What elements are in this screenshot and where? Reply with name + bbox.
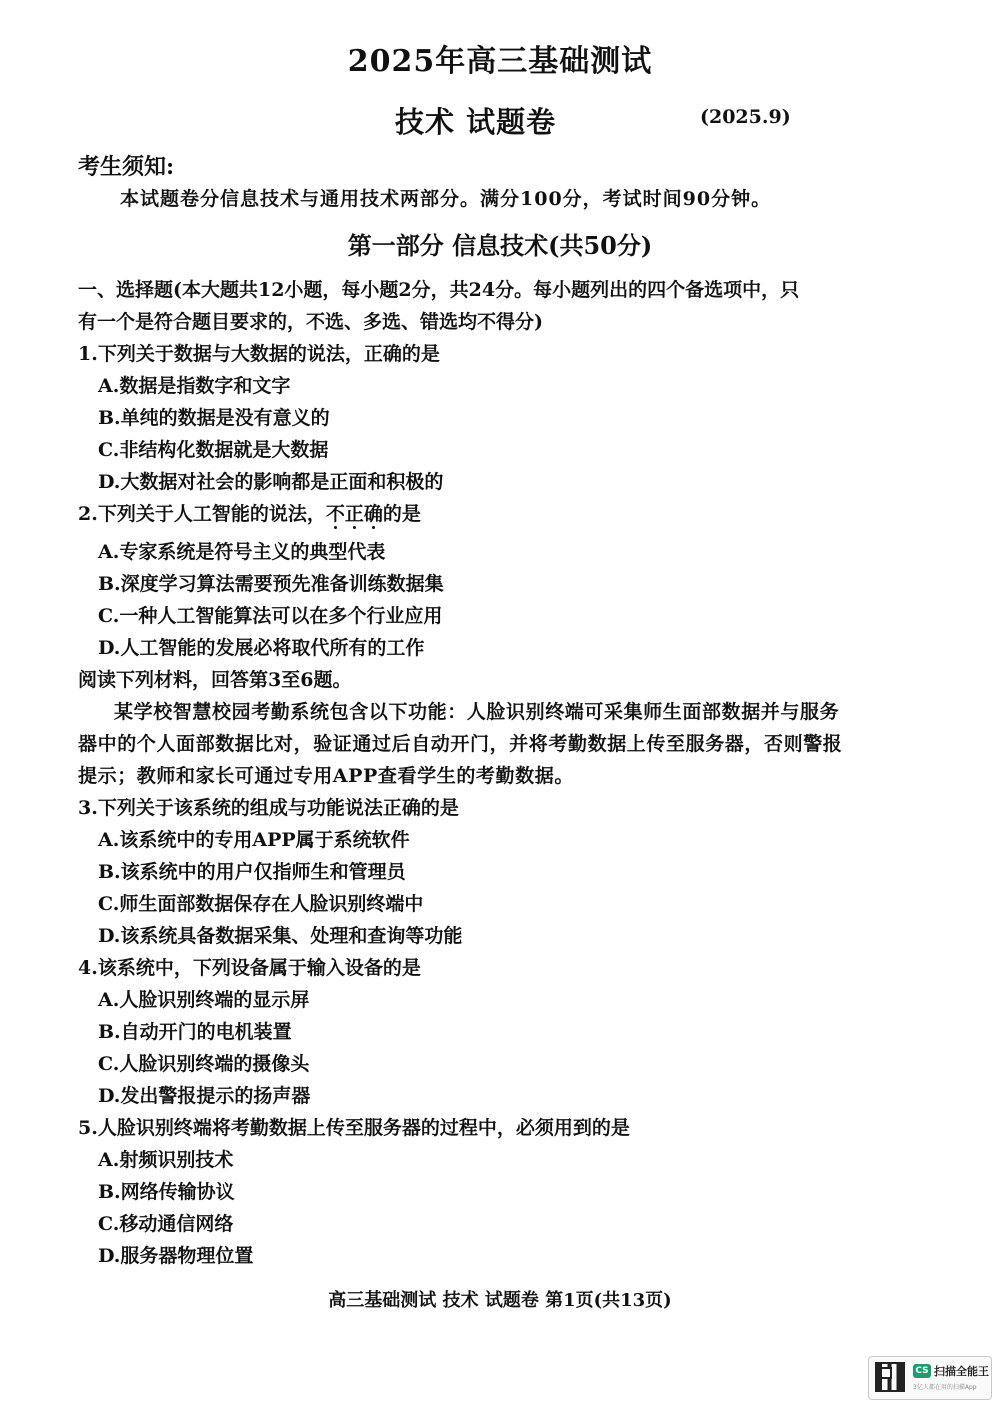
material-line-3: 提示；教师和家长可通过专用APP查看学生的考勤数据。	[78, 765, 574, 787]
question-4-option-b: B.自动开门的电机装置	[98, 1021, 292, 1043]
question-5-stem: 5.人脸识别终端将考勤数据上传至服务器的过程中，必须用到的是	[78, 1117, 630, 1139]
question-1-option-d: D.大数据对社会的影响都是正面和积极的	[98, 471, 444, 493]
section-heading-line2: 有一个是符合题目要求的，不选、多选、错选均不得分)	[78, 311, 543, 333]
question-2-stem-emphasis	[326, 503, 383, 525]
camscanner-name: 扫描全能王	[934, 1365, 989, 1378]
question-1-stem: 1.下列关于数据与大数据的说法，正确的是	[78, 343, 440, 365]
question-5-option-b: B.网络传输协议	[98, 1181, 235, 1203]
question-2-option-c: C.一种人工智能算法可以在多个行业应用	[98, 605, 443, 627]
question-4-option-d: D.发出警报提示的扬声器	[98, 1085, 311, 1107]
question-1-option-a: A.数据是指数字和文字	[98, 375, 291, 397]
scanner-watermark	[868, 1356, 992, 1400]
question-2-stem-suffix: 的是	[382, 503, 421, 525]
material-intro: 阅读下列材料，回答第3至6题。	[78, 669, 352, 691]
question-4-option-c: C.人脸识别终端的摄像头	[98, 1053, 310, 1075]
exam-subtitle: 技术 试题卷	[395, 105, 557, 139]
question-5-option-d: D.服务器物理位置	[98, 1245, 254, 1267]
question-5-option-a: A.射频识别技术	[98, 1149, 234, 1171]
question-1-option-b: B.单纯的数据是没有意义的	[98, 407, 330, 429]
exam-date: (2025.9)	[700, 106, 791, 128]
section-heading-line1: 一、选择题(本大题共12小题，每小题2分，共24分。每小题列出的四个备选项中，只	[78, 279, 800, 301]
question-2-option-b: B.深度学习算法需要预先准备训练数据集	[98, 573, 444, 595]
material-line-2: 器中的个人面部数据比对，验证通过后自动开门，并将考勤数据上传至服务器，否则警报	[78, 733, 843, 755]
exam-title: 2025年高三基础测试	[347, 44, 653, 79]
camscanner-tagline: 3亿人都在用的扫描App	[913, 1384, 977, 1391]
page-footer: 高三基础测试 技术 试题卷 第1页(共13页)	[328, 1290, 672, 1311]
camscanner-logo-icon: CS	[913, 1364, 931, 1378]
question-4-stem: 4.该系统中，下列设备属于输入设备的是	[78, 957, 421, 979]
emphasis-char: 正	[344, 503, 364, 525]
notice-body: 本试题卷分信息技术与通用技术两部分。满分100分，考试时间90分钟。	[120, 188, 772, 210]
exam-content	[78, 274, 908, 1272]
question-2-option-a: A.专家系统是符号主义的典型代表	[98, 541, 386, 563]
question-3-stem: 3.下列关于该系统的组成与功能说法正确的是	[78, 797, 459, 819]
material-line-1: 某学校智慧校园考勤系统包含以下功能：人脸识别终端可采集师生面部数据并与服务	[114, 701, 840, 723]
part1-heading: 第一部分 信息技术(共50分)	[347, 231, 653, 260]
question-1-option-c: C.非结构化数据就是大数据	[98, 439, 329, 461]
question-2-stem-prefix: 2.下列关于人工智能的说法，	[78, 503, 326, 525]
question-4-option-a: A.人脸识别终端的显示屏	[98, 989, 310, 1011]
qr-code-icon	[875, 1362, 905, 1392]
question-2-option-d: D.人工智能的发展必将取代所有的工作	[98, 637, 425, 659]
question-2-stem	[78, 498, 908, 530]
question-5-option-c: C.移动通信网络	[98, 1213, 234, 1235]
question-3-option-c: C.师生面部数据保存在人脸识别终端中	[98, 893, 424, 915]
emphasis-char: 确	[363, 503, 383, 525]
question-3-option-b: B.该系统中的用户仅指师生和管理员	[98, 861, 406, 883]
question-3-option-d: D.该系统具备数据采集、处理和查询等功能	[98, 925, 463, 947]
notice-heading: 考生须知:	[78, 154, 175, 180]
emphasis-char: 不	[325, 503, 345, 525]
question-3-option-a: A.该系统中的专用APP属于系统软件	[98, 829, 410, 851]
